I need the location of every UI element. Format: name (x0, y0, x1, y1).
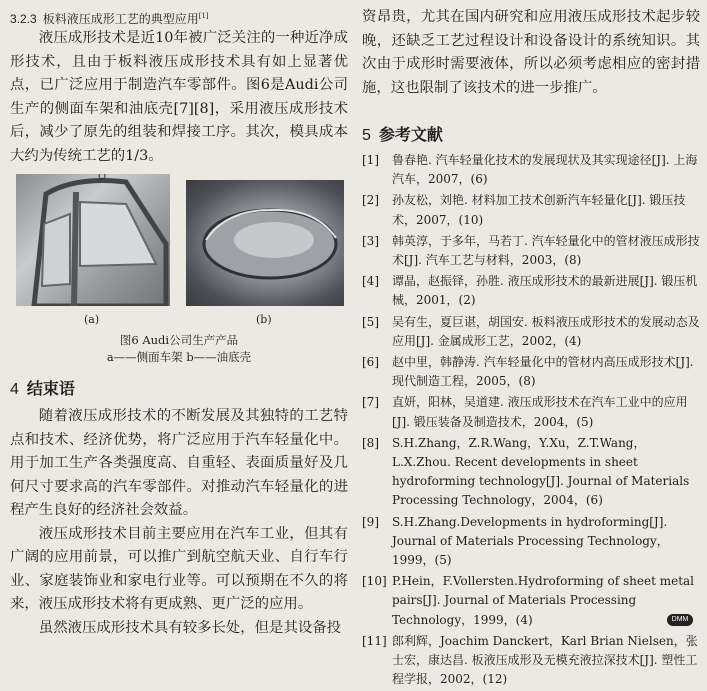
reference-number: [11] (362, 633, 387, 648)
reference-item (362, 393, 700, 431)
paragraph-continued: 资昂贵，尤其在国内研究和应用液压成形技术起步较晚，还缺乏工艺过程设计和设备设计的系统知识。其次由于成形时需要液体，所以必须考虑相应的密封措施，这也限制了该技术的进一步推广。 (362, 9, 700, 96)
paragraph-conclusion-3: 虽然液压成形技术具有较多长处，但是其设备投 (38, 619, 342, 636)
subsection-number: 3.2.3 (10, 12, 37, 26)
publisher-badge: DMM (667, 614, 693, 626)
reference-item (362, 313, 700, 351)
reference-item (362, 632, 700, 690)
reference-text: 赵中里，韩静涛. 汽车轻量化中的管材内高压成形技术[J]. 现代制造工程，2005，(8) (392, 355, 694, 389)
paragraph-intro: 液压成形技术是近10年被广泛关注的一种近净成形技术，且由于板料液压成形技术具有如上显著优点，已广泛应用于制造汽车零部件。图6是Audi公司生产的侧面车架和油底壳[7][8]，采用液压成形技术后，减少了原先的组装和焊接工序。其次，模具成本大约为传统工艺的1/3。 (10, 30, 348, 164)
reference-text: 谭晶，赵振铎，孙胜. 液压成形技术的最新进展[J]. 锻压机械，2001，(2) (392, 274, 698, 308)
reference-number: [8] (362, 435, 379, 450)
reference-number: [1] (362, 153, 379, 167)
reference-item (362, 572, 700, 630)
reference-text: S.H.Zhang.Developments in hydroforming[J]. Journal of Materials Processing Technology，1999，(5) (392, 514, 669, 568)
reference-list (362, 151, 700, 689)
reference-text: 孙友松，刘艳. 材料加工技术创新汽车轻量化[J]. 锻压技术，2007，(10) (392, 193, 686, 227)
reference-number: [2] (362, 193, 379, 208)
figure-label-a: (a) (84, 313, 100, 326)
reference-text: S.H.Zhang，Z.R.Wang，Y.Xu，Z.T.Wang，L.X.Zhou. Recent developments in sheet hydroforming technology[J]. Journal of Materials Processing Technology，2004，(6) (392, 435, 690, 508)
reference-item (362, 353, 700, 391)
left-column (10, 0, 348, 640)
section-number: 4 (10, 381, 19, 398)
section-title: 结束语 (26, 381, 75, 398)
section-heading-references (362, 122, 700, 145)
reference-number: [7] (362, 395, 379, 410)
reference-text: 吴有生，夏巨谌，胡国安. 板料液压成形技术的发展动态及应用[J]. 金属成形工艺，2002，(4) (392, 314, 700, 348)
reference-number: [6] (362, 355, 379, 370)
reference-item (362, 272, 700, 310)
reference-item (362, 191, 700, 229)
reference-number: [10] (362, 574, 387, 589)
oil-pan-image (186, 180, 344, 306)
reference-number: [3] (362, 233, 379, 248)
reference-text: 直妍，阳林，吴道建. 液压成形技术在汽车工业中的应用[J]. 锻压装备及制造技术，2004，(5) (392, 395, 688, 429)
reference-number: [4] (362, 274, 379, 289)
subsection-title: 板料液压成形工艺的典型应用 (42, 12, 199, 26)
reference-number: [9] (362, 514, 379, 529)
figure-caption-legend: a——侧面车架 b——油底壳 (106, 350, 252, 364)
section-title: 参考文献 (378, 127, 443, 144)
subsection-heading (10, 8, 348, 27)
figure-label-b: (b) (256, 313, 272, 326)
reference-item (362, 434, 700, 511)
oil-pan-drawing (186, 180, 344, 306)
reference-number: [5] (362, 314, 379, 329)
figure-caption: 图6 Audi公司生产产品 (119, 333, 239, 347)
reference-item (362, 232, 700, 270)
reference-item (362, 513, 700, 571)
subsection-citation: [1] (198, 12, 209, 20)
right-column (362, 0, 700, 691)
side-frame-drawing (16, 174, 170, 306)
section-number: 5 (362, 127, 371, 144)
section-heading-conclusion (10, 376, 348, 399)
reference-text: 郎利辉，Joachim Danckert，Karl Brian Nielsen，张士宏，康达昌. 板液压成形及无模充液拉深技术[J]. 塑性工程学报，2002，(12) (392, 633, 698, 687)
reference-item (362, 151, 700, 189)
reference-text: 鲁春艳. 汽车轻量化技术的发展现状及其实现途径[J]. 上海汽车，2007，(6) (392, 153, 698, 187)
reference-text: P.Hein，F.Vollersten.Hydroforming of sheet metal pairs[J]. Journal of Materials Processing Technology，1999，(4) (392, 574, 695, 627)
paragraph-conclusion-1: 随着液压成形技术的不断发展及其独特的工艺特点和技术、经济优势，将广泛应用于汽车轻量化中。用于加工生产各类强度高、自重轻、表面质量好及几何尺寸要求高的汽车零部件。对推动汽车轻量化的进程产生良好的经济社会效益。 (10, 408, 348, 518)
reference-text: 韩英淳，于多年，马若丁. 汽车轻量化中的管材液压成形技术[J]. 汽车工艺与材料，2003，(8) (392, 233, 700, 268)
side-frame-image (16, 174, 170, 306)
figure-6 (10, 174, 348, 364)
paragraph-conclusion-2: 液压成形技术目前主要应用在汽车工业，但其有广阔的应用前景，可以推广到航空航天业、自行车行业、家庭装饰业和家电行业等。可以预期在不久的将来，液压成形技术将有更成熟、更广泛的应用。 (10, 525, 348, 612)
